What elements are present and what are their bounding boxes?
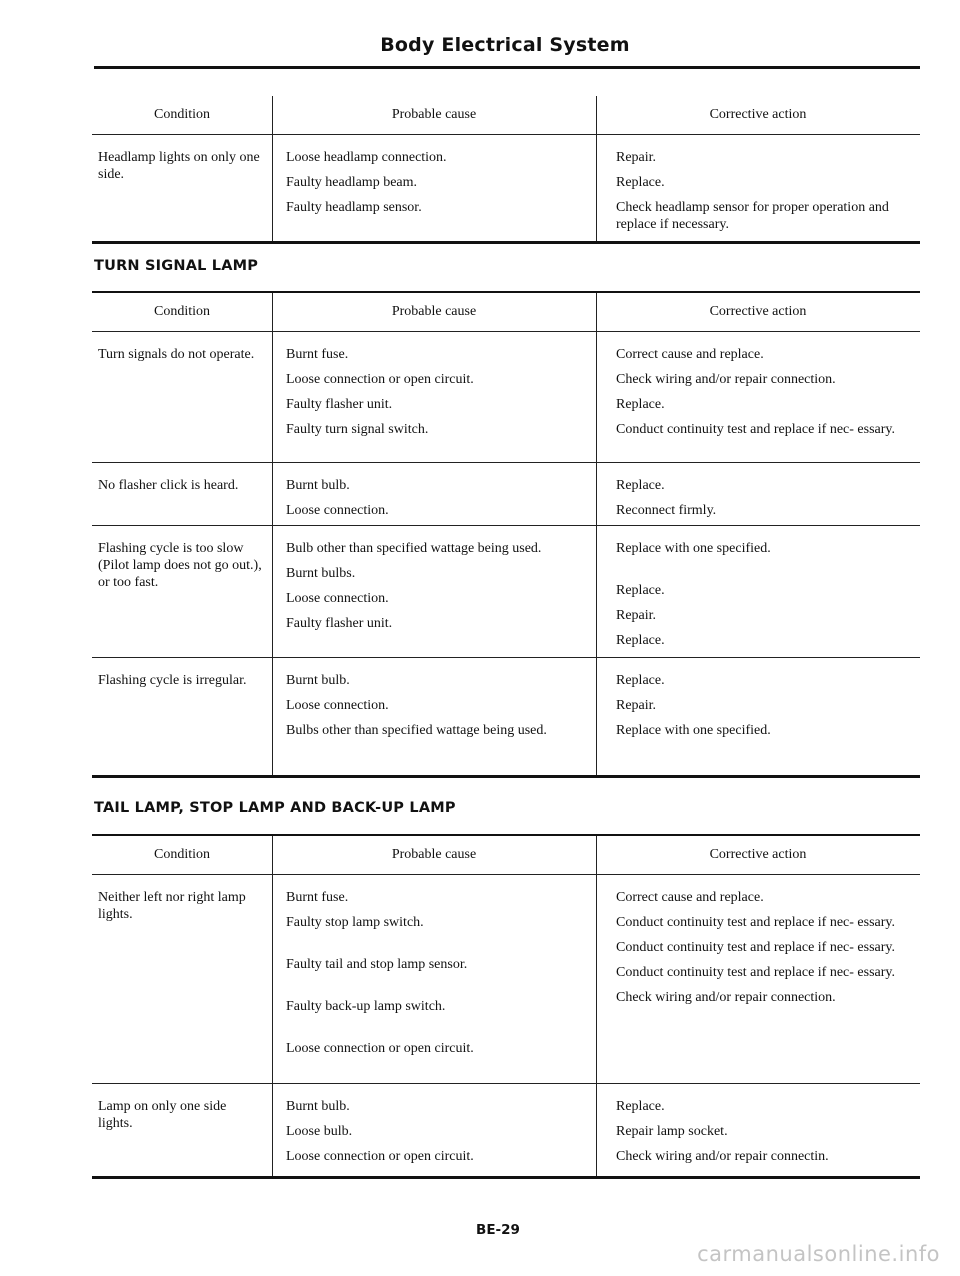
cause-entry: Faulty turn signal switch. xyxy=(286,422,429,437)
cause-cell xyxy=(272,332,596,462)
header-corrective-action: Corrective action xyxy=(709,847,807,862)
header-corrective-action: Corrective action xyxy=(709,107,807,122)
action-cell xyxy=(596,658,920,768)
cause-entry: Loose headlamp connection. xyxy=(286,150,447,165)
action-cell xyxy=(596,463,920,525)
condition-cell: Headlamp lights on only one side. xyxy=(98,150,260,182)
action-entry: Repair. xyxy=(616,608,657,623)
condition-cell: Flashing cycle is irregular. xyxy=(98,673,247,688)
column-divider xyxy=(596,96,597,241)
condition-cell: Neither left nor right lamp lights. xyxy=(98,890,246,922)
condition-cell: No flasher click is heard. xyxy=(98,478,239,493)
watermark: carmanualsonline.info xyxy=(697,1242,940,1266)
section-title-tail-stop-backup-lamp: TAIL LAMP, STOP LAMP AND BACK-UP LAMP xyxy=(94,800,456,816)
cause-entry: Loose connection or open circuit. xyxy=(286,1041,474,1056)
action-entry: Conduct continuity test and replace if nec- essary. xyxy=(616,965,895,980)
cause-entry: Loose connection. xyxy=(286,503,389,518)
action-entry: Check wiring and/or repair connectin. xyxy=(616,1149,829,1164)
cause-cell xyxy=(272,875,596,1083)
table-row xyxy=(92,658,920,768)
action-cell xyxy=(596,332,920,462)
column-divider xyxy=(272,293,273,775)
cause-entry: Faulty back-up lamp switch. xyxy=(286,999,446,1014)
action-entry: Correct cause and replace. xyxy=(616,890,764,905)
column-divider xyxy=(596,293,597,775)
turn-signal-table xyxy=(92,291,920,778)
cause-cell xyxy=(272,526,596,657)
cause-entry: Burnt bulb. xyxy=(286,1099,350,1114)
action-cell xyxy=(596,1084,920,1176)
column-divider xyxy=(596,836,597,1176)
cause-entry: Loose connection or open circuit. xyxy=(286,1149,474,1164)
action-entry: Correct cause and replace. xyxy=(616,347,764,362)
action-entry: Replace with one specified. xyxy=(616,723,771,738)
cause-entry: Faulty headlamp sensor. xyxy=(286,200,422,215)
header-condition: Condition xyxy=(153,304,210,319)
header-condition: Condition xyxy=(153,847,210,862)
action-entry: Replace. xyxy=(616,175,665,190)
action-entry: Replace. xyxy=(616,583,665,598)
action-entry: Repair lamp socket. xyxy=(616,1124,728,1139)
table-header xyxy=(92,96,920,135)
headlamp-table xyxy=(92,96,920,244)
cause-entry: Burnt bulbs. xyxy=(286,566,356,581)
column-divider xyxy=(272,836,273,1176)
action-entry: Check wiring and/or repair connection. xyxy=(616,990,836,1005)
action-entry: Replace. xyxy=(616,478,665,493)
cause-cell xyxy=(272,463,596,525)
cause-cell xyxy=(272,135,596,240)
action-entry: Replace. xyxy=(616,1099,665,1114)
table-row xyxy=(92,463,920,526)
cause-entry: Loose bulb. xyxy=(286,1124,353,1139)
action-entry: Replace. xyxy=(616,397,665,412)
table-row xyxy=(92,135,920,240)
cause-entry: Burnt bulb. xyxy=(286,478,350,493)
action-cell xyxy=(596,135,920,240)
action-entry: Reconnect firmly. xyxy=(616,503,717,518)
cause-entry: Bulbs other than specified wattage being used. xyxy=(286,723,547,738)
header-probable-cause: Probable cause xyxy=(391,107,477,122)
header-corrective-action: Corrective action xyxy=(709,304,807,319)
table-row xyxy=(92,526,920,658)
action-entry: Replace with one specified. xyxy=(616,541,771,556)
table-row xyxy=(92,875,920,1084)
action-entry: Conduct continuity test and replace if nec- essary. xyxy=(616,940,895,955)
section-title-turn-signal-lamp: TURN SIGNAL LAMP xyxy=(94,258,259,274)
condition-cell: Turn signals do not operate. xyxy=(98,347,255,362)
condition-cell: Lamp on only one side lights. xyxy=(98,1099,227,1131)
header-probable-cause: Probable cause xyxy=(391,847,477,862)
header-condition: Condition xyxy=(153,107,210,122)
cause-entry: Burnt bulb. xyxy=(286,673,350,688)
cause-entry: Loose connection or open circuit. xyxy=(286,372,474,387)
page-number: BE-29 xyxy=(476,1222,520,1238)
action-entry: Replace. xyxy=(616,633,665,648)
table-header xyxy=(92,836,920,875)
header-probable-cause: Probable cause xyxy=(391,304,477,319)
column-divider xyxy=(272,96,273,241)
table-row xyxy=(92,1084,920,1176)
action-cell xyxy=(596,526,920,657)
action-entry: Conduct continuity test and replace if nec- essary. xyxy=(616,915,895,930)
title-rule xyxy=(94,66,920,69)
action-entry: Conduct continuity test and replace if nec- essary. xyxy=(616,422,895,437)
cause-entry: Faulty headlamp beam. xyxy=(286,175,418,190)
action-entry: Repair. xyxy=(616,150,657,165)
action-cell xyxy=(596,875,920,1083)
page-title: Body Electrical System xyxy=(380,34,630,56)
cause-entry: Faulty flasher unit. xyxy=(286,397,393,412)
tail-stop-backup-table xyxy=(92,834,920,1179)
condition-cell: Flashing cycle is too slow (Pilot lamp does not go out.), or too fast. xyxy=(98,541,262,590)
cause-entry: Burnt fuse. xyxy=(286,890,349,905)
cause-cell xyxy=(272,1084,596,1176)
action-entry: Repair. xyxy=(616,698,657,713)
cause-entry: Faulty stop lamp switch. xyxy=(286,915,424,930)
cause-entry: Loose connection. xyxy=(286,591,389,606)
cause-entry: Loose connection. xyxy=(286,698,389,713)
cause-entry: Faulty tail and stop lamp sensor. xyxy=(286,957,468,972)
table-header xyxy=(92,293,920,332)
action-entry: Check wiring and/or repair connection. xyxy=(616,372,836,387)
table-row xyxy=(92,332,920,463)
cause-entry: Burnt fuse. xyxy=(286,347,349,362)
cause-entry: Bulb other than specified wattage being used. xyxy=(286,541,542,556)
cause-cell xyxy=(272,658,596,768)
action-entry: Replace. xyxy=(616,673,665,688)
cause-entry: Faulty flasher unit. xyxy=(286,616,393,631)
action-entry: Check headlamp sensor for proper operation and replace if necessary. xyxy=(616,200,889,232)
